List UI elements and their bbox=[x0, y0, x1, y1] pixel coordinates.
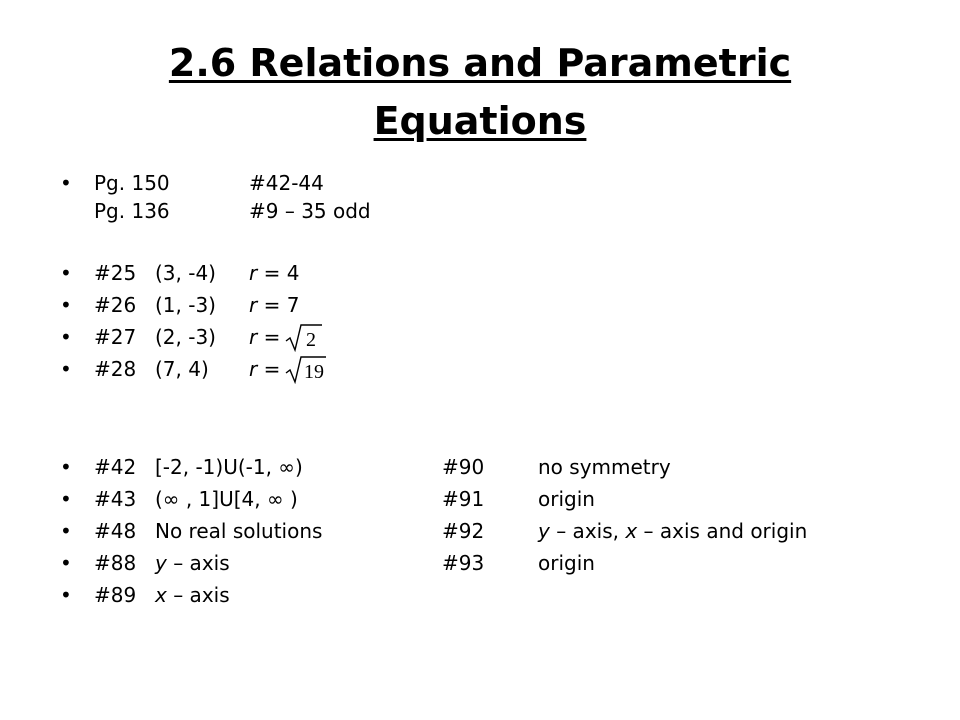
answer bbox=[538, 516, 807, 546]
answer-text: – axis, bbox=[549, 519, 626, 543]
answer: origin bbox=[538, 487, 595, 511]
problem-ref: #25 bbox=[94, 261, 137, 285]
answer: [-2, -1)U(-1, ∞) bbox=[155, 455, 303, 479]
center-point: (1, -3) bbox=[155, 293, 216, 317]
title-line-2: Equations bbox=[373, 99, 587, 143]
sqrt-radius bbox=[284, 322, 324, 352]
center-point: (7, 4) bbox=[155, 357, 209, 381]
answer bbox=[155, 548, 230, 578]
problem-ref: #93 bbox=[442, 551, 485, 575]
problem-ref: #26 bbox=[94, 293, 137, 317]
radius: r = 7 bbox=[249, 293, 300, 317]
bullet: • bbox=[60, 293, 72, 317]
answer bbox=[155, 580, 230, 610]
problem-ref: #27 bbox=[94, 325, 137, 349]
problem-ref: #90 bbox=[442, 455, 485, 479]
answer-var: x bbox=[155, 583, 167, 607]
sqrt-radius bbox=[284, 354, 328, 384]
radius: r = 4 bbox=[249, 261, 300, 285]
answer-text: – axis bbox=[166, 551, 230, 575]
bullet: • bbox=[60, 357, 72, 381]
bullet: • bbox=[60, 455, 72, 479]
radius: r = bbox=[249, 325, 281, 349]
problem-ref: #48 bbox=[94, 519, 137, 543]
answer: no symmetry bbox=[538, 455, 671, 479]
answer-var: y bbox=[155, 551, 167, 575]
bullet: • bbox=[60, 171, 72, 195]
answer: origin bbox=[538, 551, 595, 575]
answer-var: y bbox=[538, 519, 550, 543]
sqrt-radicand: 19 bbox=[304, 361, 324, 383]
problem-ref: #88 bbox=[94, 551, 137, 575]
center-point: (3, -4) bbox=[155, 261, 216, 285]
assignment-problems: #42-44 bbox=[249, 171, 324, 195]
answer: (∞ , 1]U[4, ∞ ) bbox=[155, 487, 298, 511]
answer: No real solutions bbox=[155, 519, 323, 543]
radius-value: 4 bbox=[286, 261, 300, 285]
center-point: (2, -3) bbox=[155, 325, 216, 349]
bullet: • bbox=[60, 487, 72, 511]
assignment-problems: #9 – 35 odd bbox=[249, 199, 371, 223]
problem-ref: #43 bbox=[94, 487, 137, 511]
assignment-page: Pg. 150 bbox=[94, 171, 170, 195]
problem-ref: #92 bbox=[442, 519, 485, 543]
radius: r = bbox=[249, 357, 281, 381]
bullet: • bbox=[60, 519, 72, 543]
assignment-page: Pg. 136 bbox=[94, 199, 170, 223]
problem-ref: #28 bbox=[94, 357, 137, 381]
title-line-1: 2.6 Relations and Parametric bbox=[168, 41, 792, 85]
answer-var: x bbox=[625, 519, 638, 543]
radius-value: 7 bbox=[286, 293, 300, 317]
slide-title bbox=[60, 34, 900, 150]
problem-ref: #42 bbox=[94, 455, 137, 479]
answer-text: – axis bbox=[166, 583, 230, 607]
problem-ref: #89 bbox=[94, 583, 137, 607]
bullet: • bbox=[60, 261, 72, 285]
answer-text: – axis and origin bbox=[637, 519, 808, 543]
bullet: • bbox=[60, 583, 72, 607]
bullet: • bbox=[60, 325, 72, 349]
problem-ref: #91 bbox=[442, 487, 485, 511]
bullet: • bbox=[60, 551, 72, 575]
sqrt-radicand: 2 bbox=[306, 329, 316, 351]
